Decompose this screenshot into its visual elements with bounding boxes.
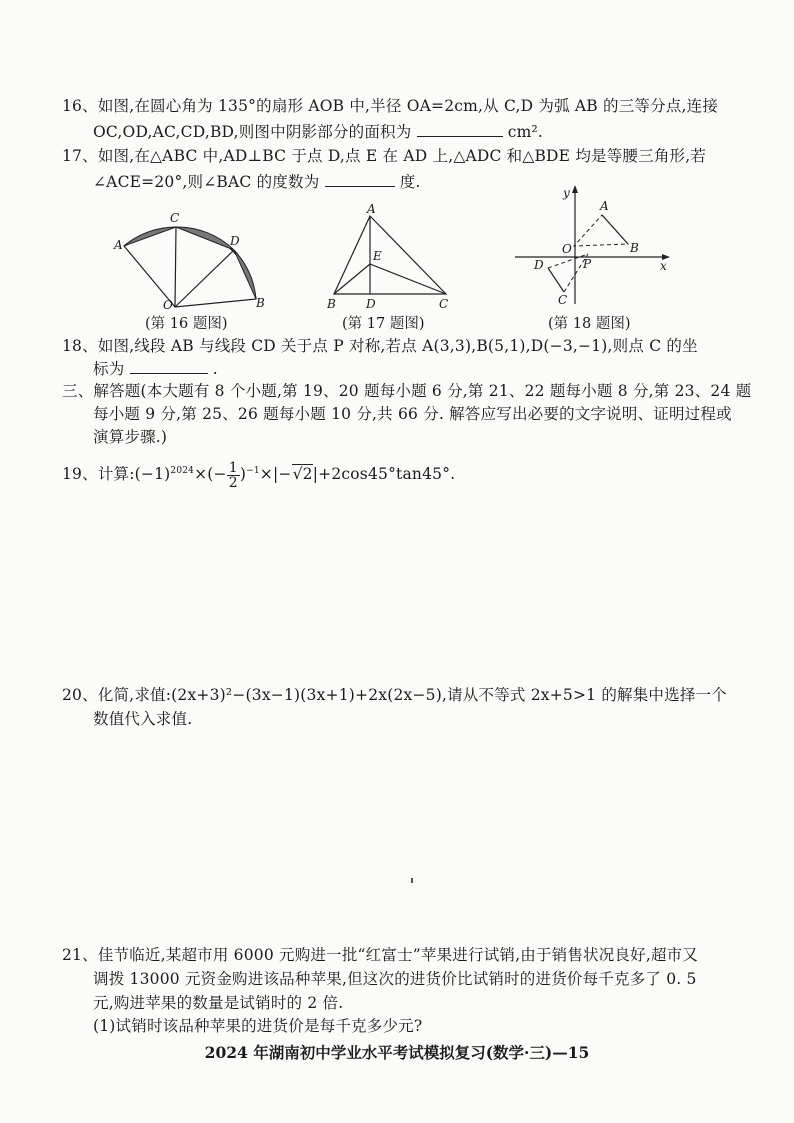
fig16-caption: (第 16 题图)	[145, 316, 228, 332]
section3-line2: 每小题 9 分,第 25、26 题每小题 10 分,共 66 分. 解答应写出必要的文字说明、证明过程或	[93, 405, 732, 423]
q19-mid1: ×(	[194, 465, 214, 484]
q18-line2	[93, 357, 218, 380]
q16-line2	[93, 120, 543, 143]
q19-frac-num: 1	[228, 459, 238, 476]
q16-answer-blank[interactable]	[417, 120, 503, 137]
fig16-label-A: A	[114, 238, 123, 252]
figure-18	[510, 182, 675, 312]
q19-exponent-2: −1	[246, 466, 260, 476]
fig16-label-B: B	[256, 296, 265, 310]
q19-frac-sign: −	[213, 465, 227, 484]
fig17-label-D: D	[366, 297, 376, 311]
page-footer: 2024 年湖南初中学业水平考试模拟复习(数学·三)—15	[204, 1043, 590, 1062]
q19-sqrt: √2	[292, 465, 313, 484]
q17-answer-blank[interactable]	[325, 170, 395, 187]
fig18-label-O: O	[562, 242, 572, 256]
q19-exponent-1: 2024	[170, 466, 195, 476]
fig16-label-D: D	[230, 234, 240, 248]
q20-line2: 数值代入求值.	[93, 710, 193, 728]
section3-line1: 三、解答题(本大题有 8 个小题,第 19、20 题每小题 6 分,第 21、22 题每小题 8 分,第 23、24 题	[62, 382, 752, 400]
fig18-label-A: A	[600, 199, 609, 213]
stray-mark	[411, 878, 413, 883]
q19-mid3: ×|−	[259, 465, 292, 484]
fig18-label-x: x	[660, 259, 667, 273]
q19-frac-den: 2	[228, 474, 238, 491]
q21-line1: 21、佳节临近,某超市用 6000 元购进一批“红富士”苹果进行试销,由于销售状况良好,超市又	[62, 946, 699, 964]
q17-line2-unit: 度.	[399, 173, 421, 191]
fig18-label-y: y	[563, 186, 570, 200]
q18-line2-text: 标为	[93, 360, 125, 378]
q19-suffix: |+2cos45°tan45°.	[312, 465, 456, 484]
q21-line2: 调拨 13000 元资金购进该品种苹果,但这次的进货价比试销时的进货价每千克多了 0. 5	[93, 970, 697, 988]
q18-answer-blank[interactable]	[130, 357, 208, 374]
fig18-label-P: P	[583, 257, 592, 271]
fig17-label-C: C	[439, 297, 449, 311]
section3-line3: 演算步骤.)	[93, 428, 168, 446]
q18-line1: 18、如图,线段 AB 与线段 CD 关于点 P 对称,若点 A(3,3),B(5,1),D(−3,−1),则点 C 的坐	[62, 337, 698, 355]
q20-line1: 20、化简,求值:(2x+3)²−(3x−1)(3x+1)+2x(2x−5),请从不等式 2x+5>1 的解集中选择一个	[62, 686, 727, 704]
fig16-label-C: C	[170, 211, 180, 225]
fig16-label-O: O	[163, 298, 173, 312]
q19-prefix: 19、计算:(−1)	[62, 465, 171, 484]
q17-line2-text: ∠ACE=20°,则∠BAC 的度数为	[93, 173, 320, 191]
fig17-label-A: A	[367, 202, 376, 216]
q16-line2-unit: cm².	[507, 123, 544, 141]
fig17-label-E: E	[373, 249, 382, 263]
q16-line1: 16、如图,在圆心角为 135°的扇形 AOB 中,半径 OA=2cm,从 C,D 为弧 AB 的三等分点,连接	[62, 97, 719, 115]
figure-17	[322, 200, 462, 315]
fig18-label-C: C	[558, 293, 568, 307]
fig17-caption: (第 17 题图)	[342, 316, 425, 332]
fig18-caption: (第 18 题图)	[548, 316, 631, 332]
q17-line1: 17、如图,在△ABC 中,AD⊥BC 于点 D,点 E 在 AD 上,△ADC 和△BDE 均是等腰三角形,若	[62, 147, 707, 165]
fig18-label-D: D	[534, 258, 544, 272]
q21-line3: 元,购进苹果的数量是试销时的 2 倍.	[93, 994, 344, 1012]
q16-line2-text: OC,OD,AC,CD,BD,则图中阴影部分的面积为	[93, 123, 412, 141]
q18-line2-end: .	[212, 360, 218, 378]
figure-16	[110, 205, 270, 315]
q19-fraction	[227, 461, 240, 490]
q19-line	[62, 455, 455, 490]
q19-mid2: )	[239, 465, 247, 484]
q17-line2	[93, 170, 421, 193]
fig17-label-B: B	[327, 297, 336, 311]
q21-line4: (1)试销时该品种苹果的进货价是每千克多少元?	[93, 1017, 423, 1035]
fig18-label-B: B	[630, 241, 639, 255]
